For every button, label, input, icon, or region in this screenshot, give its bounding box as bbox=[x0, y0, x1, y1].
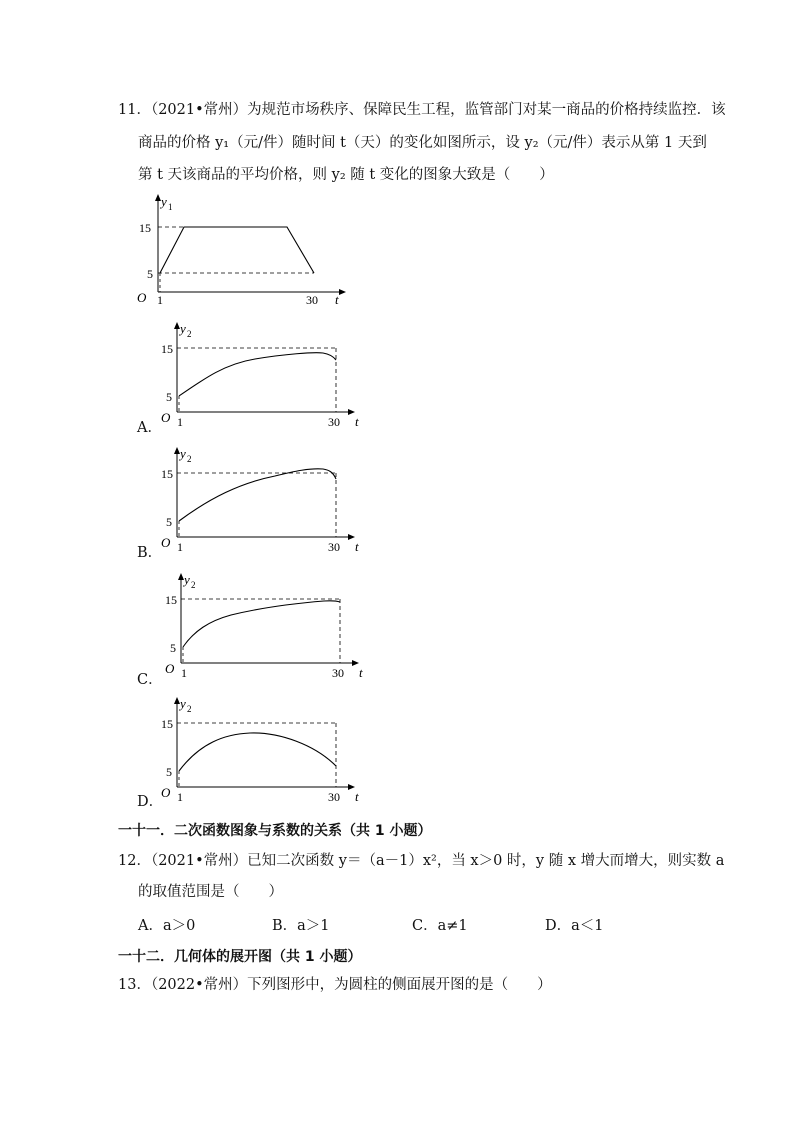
main-price-graph bbox=[130, 192, 350, 307]
svg-text:y: y bbox=[180, 446, 186, 461]
svg-text:y: y bbox=[180, 321, 186, 336]
curve-b bbox=[179, 469, 336, 521]
svg-text:5: 5 bbox=[166, 515, 172, 529]
curve-a bbox=[179, 353, 336, 396]
q12-line-1: 12．（2021•常州）已知二次函数 y＝（a－1）x²，当 x＞0 时，y 随 x 增大而增大，则实数 a bbox=[118, 853, 725, 869]
svg-text:t: t bbox=[355, 789, 359, 804]
svg-text:1: 1 bbox=[181, 666, 187, 680]
option-a-graph[interactable] bbox=[155, 318, 370, 433]
svg-text:y: y bbox=[180, 696, 186, 711]
origin: O bbox=[137, 290, 147, 305]
svg-text:1: 1 bbox=[177, 790, 183, 804]
q11-line-3: 第 t 天该商品的平均价格，则 y₂ 随 t 变化的图象大致是（ ） bbox=[138, 167, 554, 183]
q12-option-d[interactable]: D．a＜1 bbox=[545, 918, 604, 934]
x-axis-arrow bbox=[339, 289, 346, 295]
option-b-graph[interactable] bbox=[155, 443, 370, 558]
q12-option-b[interactable]: B．a＞1 bbox=[272, 918, 330, 934]
svg-text:5: 5 bbox=[166, 390, 172, 404]
svg-text:O: O bbox=[161, 410, 171, 425]
svg-text:30: 30 bbox=[328, 540, 340, 554]
option-c-label[interactable]: C． bbox=[137, 672, 163, 688]
q11-line-1: 11．（2021•常州）为规范市场秩序、保障民生工程，监管部门对某一商品的价格持续监控．该 bbox=[118, 102, 726, 118]
q13-line-1: 13．（2022•常州）下列图形中，为圆柱的侧面展开图的是（ ） bbox=[118, 977, 552, 993]
option-d-graph[interactable] bbox=[155, 693, 370, 808]
tick-1: 1 bbox=[157, 293, 163, 307]
svg-text:2: 2 bbox=[191, 580, 196, 590]
option-b-label[interactable]: B． bbox=[137, 545, 163, 561]
svg-text:15: 15 bbox=[161, 342, 173, 356]
curve-d bbox=[179, 733, 336, 771]
svg-text:O: O bbox=[165, 661, 175, 676]
svg-text:1: 1 bbox=[177, 540, 183, 554]
tick-30: 30 bbox=[306, 293, 318, 307]
q12-option-c[interactable]: C．a≠1 bbox=[412, 918, 468, 934]
section-heading-12: 一十二．几何体的展开图（共 1 小题） bbox=[118, 949, 362, 965]
y-label: y bbox=[161, 194, 167, 209]
q12-line-2: 的取值范围是（ ） bbox=[138, 884, 283, 900]
svg-text:30: 30 bbox=[332, 666, 344, 680]
svg-text:15: 15 bbox=[165, 593, 177, 607]
y1-curve bbox=[160, 227, 314, 273]
svg-text:15: 15 bbox=[161, 467, 173, 481]
q11-line-2: 商品的价格 y₁（元/件）随时间 t（天）的变化如图所示，设 y₂（元/件）表示从第 1 天到 bbox=[138, 135, 707, 151]
svg-text:t: t bbox=[355, 414, 359, 429]
svg-text:O: O bbox=[161, 535, 171, 550]
svg-text:2: 2 bbox=[187, 329, 192, 339]
svg-text:30: 30 bbox=[328, 790, 340, 804]
option-a-label[interactable]: A． bbox=[137, 420, 162, 436]
tick-5: 5 bbox=[147, 267, 153, 281]
svg-text:O: O bbox=[161, 785, 171, 800]
svg-text:5: 5 bbox=[166, 765, 172, 779]
svg-text:y: y bbox=[184, 572, 190, 587]
q12-option-a[interactable]: A．a＞0 bbox=[138, 918, 196, 934]
svg-text:15: 15 bbox=[161, 717, 173, 731]
section-heading-11: 一十一．二次函数图象与系数的关系（共 1 小题） bbox=[118, 823, 432, 839]
svg-text:t: t bbox=[355, 539, 359, 554]
svg-text:2: 2 bbox=[187, 454, 192, 464]
curve-c bbox=[183, 601, 340, 647]
option-d-label[interactable]: D． bbox=[137, 794, 164, 810]
tick-15: 15 bbox=[139, 221, 151, 235]
x-label: t bbox=[335, 292, 339, 307]
svg-text:1: 1 bbox=[177, 415, 183, 429]
svg-text:5: 5 bbox=[170, 641, 176, 655]
svg-text:t: t bbox=[359, 665, 363, 680]
svg-text:30: 30 bbox=[328, 415, 340, 429]
svg-text:2: 2 bbox=[187, 704, 192, 714]
y-label-sub: 1 bbox=[168, 202, 173, 212]
option-c-graph[interactable] bbox=[159, 569, 374, 684]
